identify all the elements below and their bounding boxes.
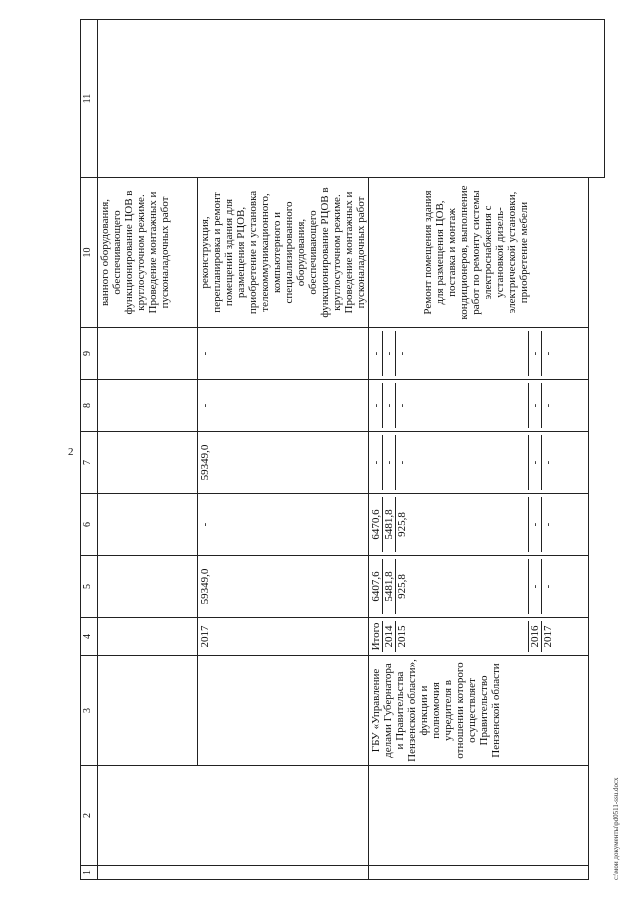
cell-value: - [541,435,554,490]
cell-value: - [198,380,369,432]
col-header-4: 4 [81,618,98,656]
cell-year-group [369,618,589,656]
cell-empty [98,866,369,880]
data-table [80,19,605,880]
cell-value-group [369,380,589,432]
cell-value: 5481,8 [382,497,395,552]
cell-value: - [528,435,541,490]
rotated-table-block [80,20,580,880]
file-path-footer: c:\мои документы\pd0511-ssu.docx [612,777,620,880]
cell-empty [98,656,198,766]
cell-value: - [541,331,554,376]
cell-spacer [382,181,410,324]
cell-value-group [369,494,589,556]
cell-value-group [369,556,589,618]
col-header-10: 10 [81,178,98,328]
col-header-7: 7 [81,432,98,494]
cell-value: - [395,435,408,490]
col-header-8: 8 [81,380,98,432]
cell-empty [589,178,605,880]
cell-year: 2016 [528,621,541,652]
cell-year: 2017 [198,618,369,656]
cell-value: 6470,6 [370,509,382,540]
cell-empty [98,494,198,556]
cell-description [369,178,589,328]
col-header-11: 11 [81,20,98,178]
cell-empty [369,866,589,880]
cell-value: - [382,435,395,490]
cell-value: - [528,497,541,552]
cell-value: - [541,559,554,614]
cell-value: - [198,494,369,556]
cell-value: - [528,559,541,614]
cell-description-text: Ремонт помещения здания для размещения ЦОВ, поставка и монтаж кондиционеров, выполнение работ по ремонту системы электроснабжения с установкой дизель-электрической установки, приобретение мебели [422,185,530,320]
table-row [98,20,198,880]
cell-empty [369,766,589,866]
cell-value: - [370,460,382,465]
cell-year: 2014 [382,621,395,652]
cell-value: - [370,351,382,356]
cell-empty [198,656,369,766]
cell-year: Итого [370,622,382,651]
cell-empty [98,328,198,380]
col-header-2: 2 [81,766,98,866]
cell-description: реконструкция, перепланировка и ремонт помещений здания для размещения РЦОВ, приобретение и установка телекоммуникационного, компьютерного и специализированного оборудования, обеспечивающего функционирование РЦОВ в круглосуточном режиме. Проведение монтажных и пусконаладочных работ [198,178,369,328]
cell-value: 6407,6 [370,571,382,602]
cell-empty [98,766,369,866]
col-header-1: 1 [81,866,98,880]
col-header-3: 3 [81,656,98,766]
cell-value: - [395,331,408,376]
cell-value: - [382,331,395,376]
cell-value: 925,8 [395,559,408,614]
cell-empty [98,618,198,656]
cell-value: 5481,8 [382,559,395,614]
col-header-6: 6 [81,494,98,556]
cell-value: 59349,0 [198,432,369,494]
cell-value-group [369,432,589,494]
cell-value: - [528,383,541,428]
cell-value: - [395,383,408,428]
cell-value: - [541,497,554,552]
cell-value: - [541,383,554,428]
cell-empty [98,556,198,618]
header-row [81,20,98,880]
cell-year: 2015 [395,621,408,652]
cell-value: 925,8 [395,497,408,552]
cell-value: - [528,331,541,376]
cell-empty [98,432,198,494]
cell-description: ванного оборудования, обеспечивающего функционирование ЦОВ в круглосуточном режиме. Проведение монтажных и пусконаладочных работ [98,178,198,328]
col-header-9: 9 [81,328,98,380]
page-number: 2 [68,446,74,458]
cell-value: - [382,383,395,428]
cell-value: - [198,328,369,380]
cell-year: 2017 [541,621,554,652]
cell-empty [98,20,605,178]
cell-value: 59349,0 [198,556,369,618]
org-name: ГБУ «Управление делами Губернатора и Правительства Пензенской области», функции и полномочия учредителя в отношении которого осуществляет Правительство Пензенской области [369,656,589,766]
cell-empty [98,380,198,432]
cell-value-group [369,328,589,380]
col-header-5: 5 [81,556,98,618]
cell-value: - [370,403,382,408]
